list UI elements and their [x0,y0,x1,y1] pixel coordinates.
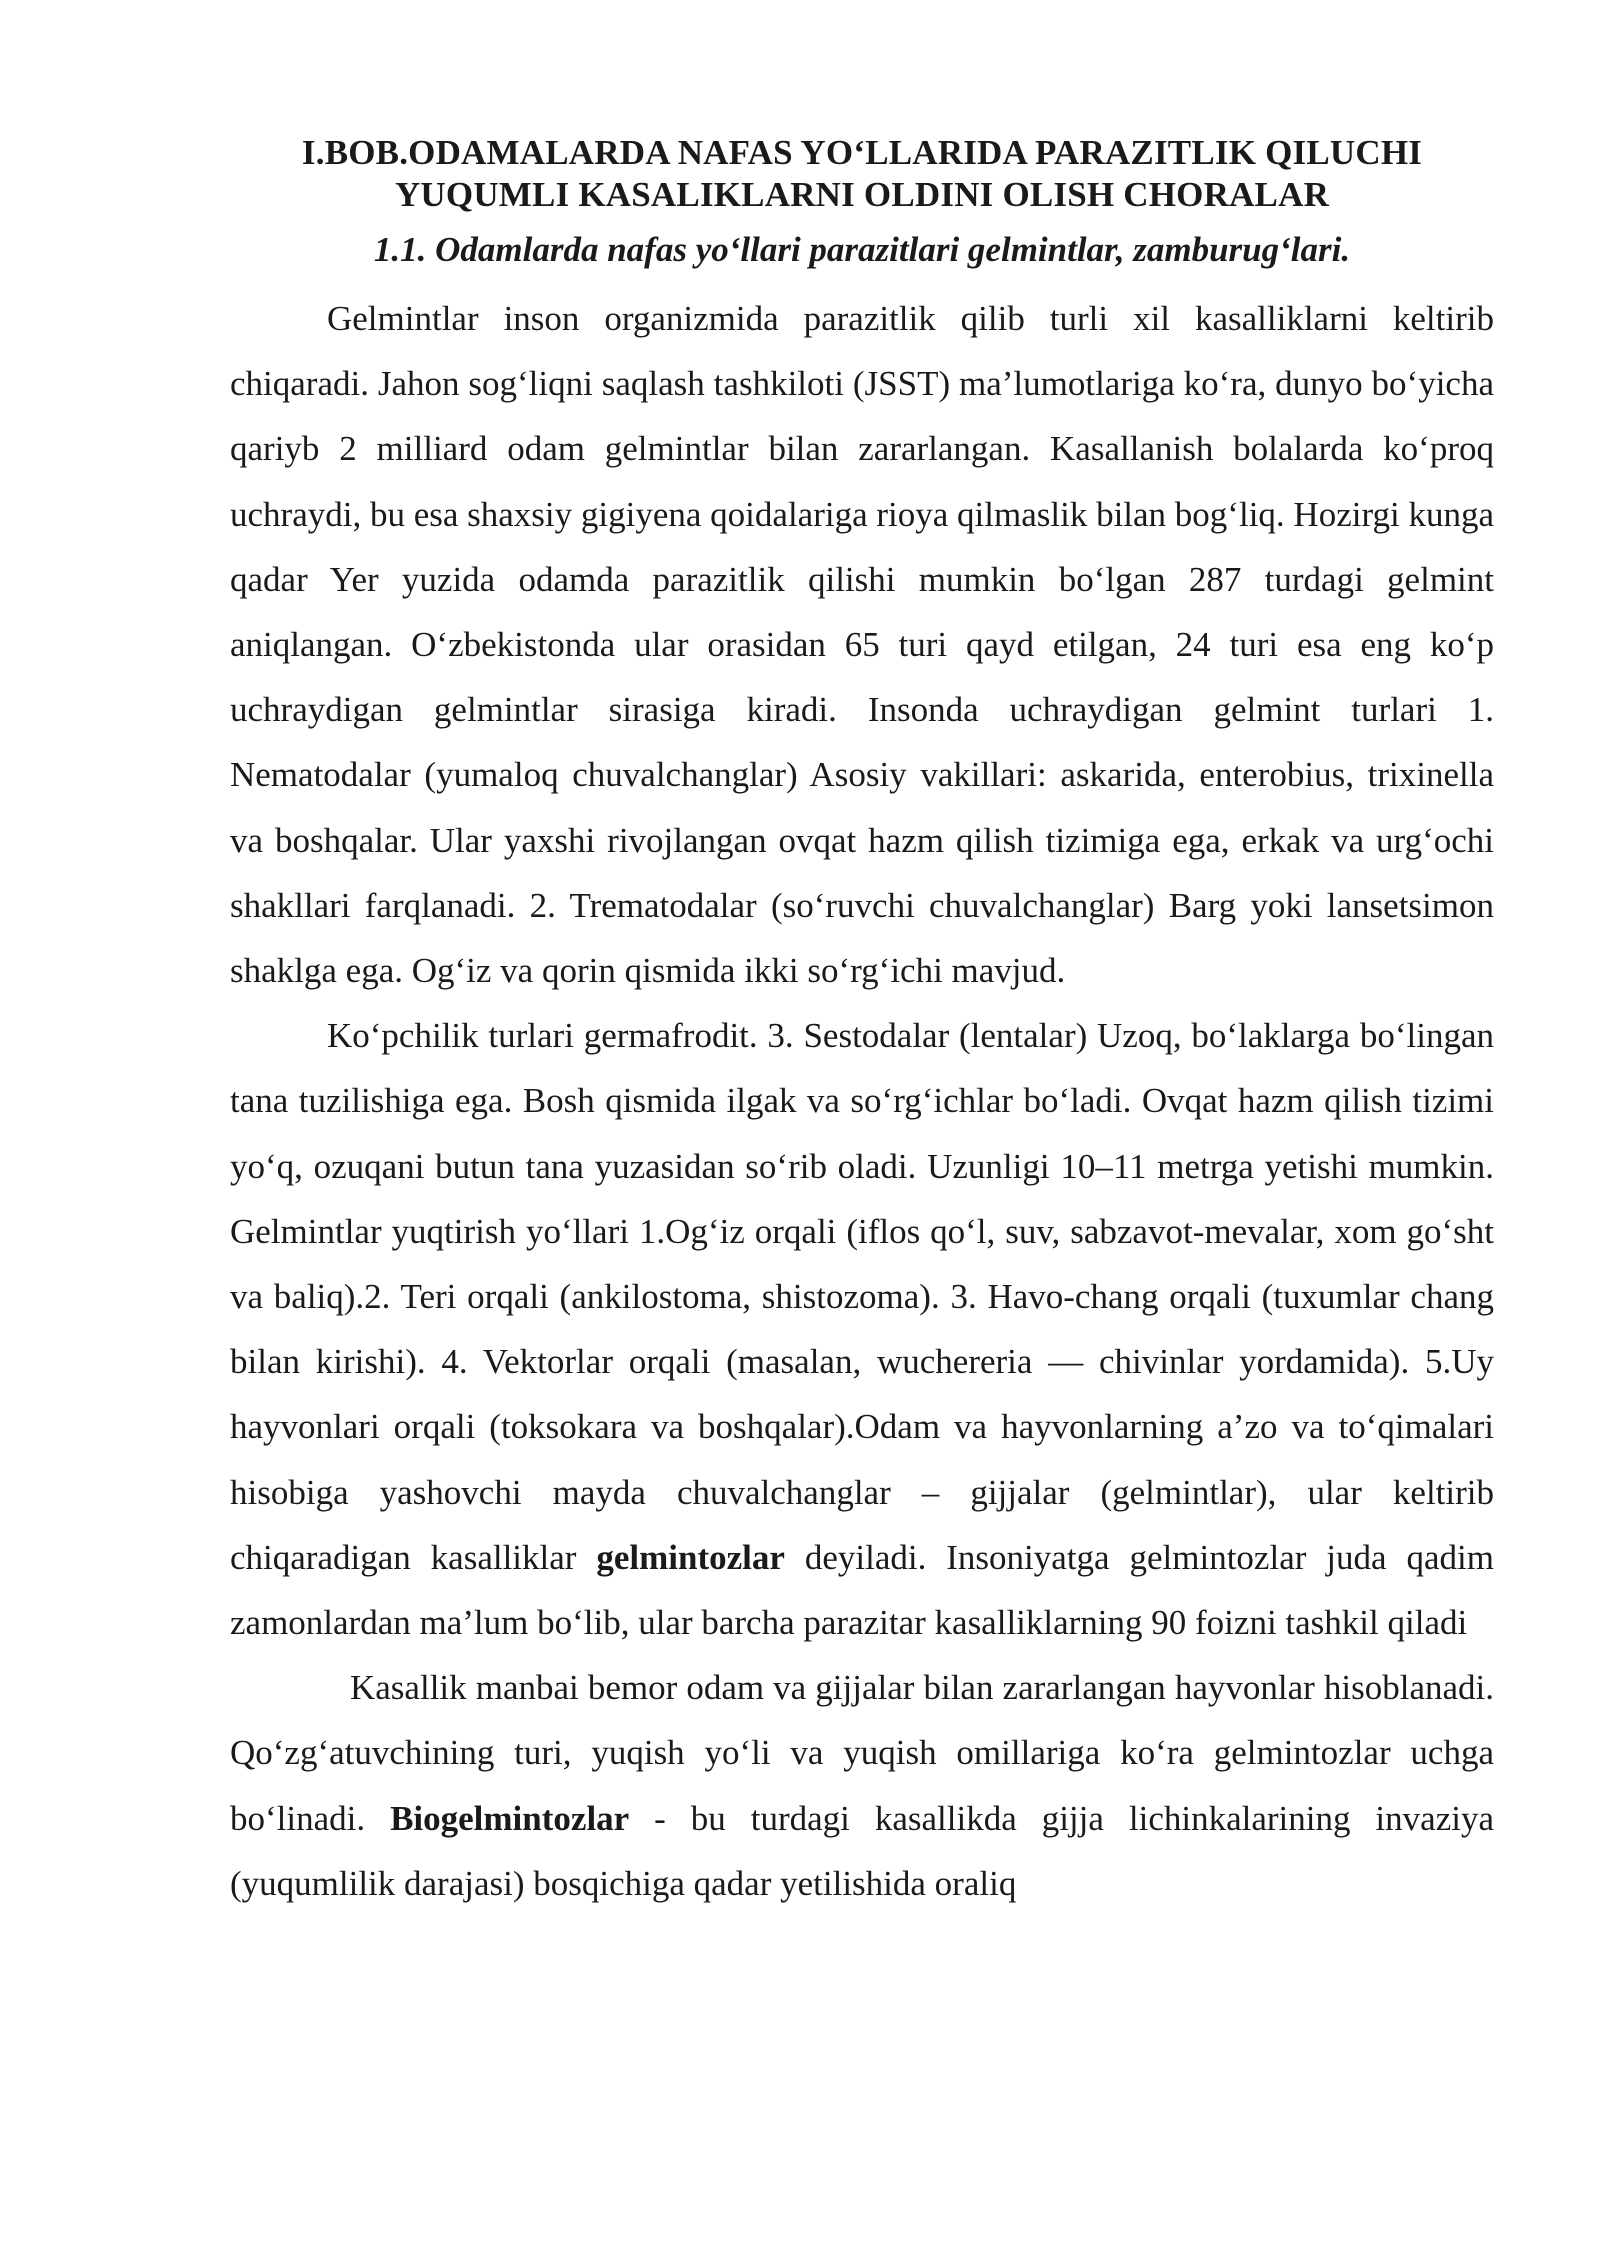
paragraph-2-text-before: Ko‘pchilik turlari germafrodit. 3. Sestodalar (lentalar) Uzoq, bo‘laklarga bo‘lingan tana tuzilishiga ega. Bosh qismida ilgak va so‘rg‘ichlar bo‘ladi. Ovqat hazm qilish tizimi yo‘q, ozuqani butun tana yuzasidan so‘rib oladi. Uzunligi 10–11 metrga yetishi mumkin. Gelmintlar yuqtirish yo‘llari 1.Og‘iz orqali (iflos qo‘l, suv, sabzavot-mevalar, xom go‘sht va baliq).2. Teri orqali (ankilostoma, shistozoma). 3. Havo-chang orqali (tuxumlar chang bilan kirishi). 4. Vektorlar orqali (masalan, wuchereria — chivinlar yordamida). 5.Uy hayvonlari orqali (toksokara va boshqalar).Odam va hayvonlarning a’zo va to‘qimalari hisobiga yashovchi mayda chuvalchanglar – gijjalar (gelmintlar), ular keltirib chiqaradigan kasalliklar [230,1016,1494,1577]
term-gelmintozlar: gelmintozlar [596,1537,785,1577]
paragraph-3-text-after: - bu turdagi kasallikda gijja lichinkalarining invaziya (yuqumlilik darajasi) bosqichiga qadar yetilishida oraliq [230,1798,1494,1903]
paragraph-2-text-after: deyiladi. Insoniyatga gelmintozlar juda qadim zamonlardan ma’lum bo‘lib, ular barcha parazitar kasalliklarning 90 foizni tashkil qiladi [230,1537,1494,1643]
chapter-title [230,132,1494,216]
body-text [230,286,1494,1916]
section-title: 1.1. Odamlarda nafas yo‘llari parazitlari gelmintlar, zamburug‘lari. [373,230,1351,269]
paragraph-1: Gelmintlar inson organizmida parazitlik qilib turli xil kasalliklarni keltirib chiqaradi. Jahon sog‘liqni saqlash tashkiloti (JSST) ma’lumotlariga ko‘ra, dunyo bo‘yicha qariyb 2 milliard odam gelmintlar bilan zararlangan. Kasallanish bolalarda ko‘proq uchraydi, bu esa shaxsiy gigiyena qoidalariga rioya qilmaslik bilan bog‘liq. Hozirgi kunga qadar Yer yuzida odamda parazitlik qilishi mumkin bo‘lgan 287 turdagi gelmint aniqlangan. O‘zbekistonda ular orasidan 65 turi qayd etilgan, 24 turi esa eng ko‘p uchraydigan gelmintlar sirasiga kiradi. Insonda uchraydigan gelmint turlari 1. Nematodalar (yumaloq chuvalchanglar) Asosiy vakillari: askarida, enterobius, trixinella va boshqalar. Ular yaxshi rivojlangan ovqat hazm qilish tizimiga ega, erkak va urg‘ochi shakllari farqlanadi. 2. Trematodalar (so‘ruvchi chuvalchanglar) Barg yoki lansetsimon shaklga ega. Og‘iz va qorin qismida ikki so‘rg‘ichi mavjud. [230,299,1494,991]
term-biogelmintozlar: Biogelmintozlar [390,1798,630,1838]
paragraph-2 [230,1003,1494,1655]
paragraph-3 [230,1655,1494,1916]
chapter-title-line-1: I.BOB.ODAMALARDA NAFAS YO‘LLARIDA PARAZITLIK QILUCHI [301,133,1423,172]
paragraph-3-text-before: Kasallik manbai bemor odam va gijjalar bilan zararlangan hayvonlar hisoblanadi. Qo‘zg‘atuvchining turi, yuqish yo‘li va yuqish omillariga ko‘ra gelmintozlar uchga bo‘linadi. [230,1668,1494,1838]
document-page [230,132,1494,1916]
chapter-title-line-2: YUQUMLI KASALIKLARNI OLDINI OLISH CHORALAR [394,175,1330,214]
